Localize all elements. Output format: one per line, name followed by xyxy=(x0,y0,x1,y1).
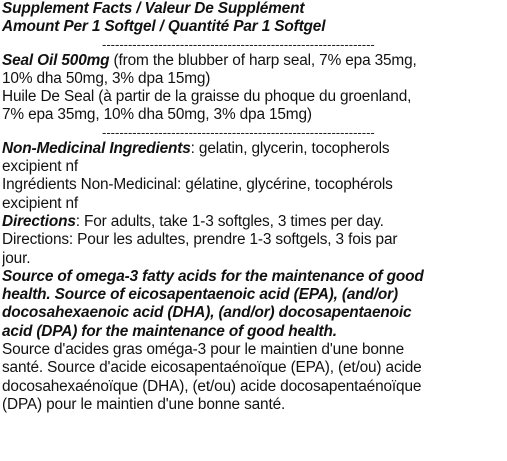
claim-fr-line-1: Source d'acides gras oméga-3 pour le maintien d'une bonne xyxy=(2,341,405,359)
seal-oil-fr-line-2: 7% epa 35mg, 10% dha 50mg, 3% dpa 15mg) xyxy=(2,106,312,124)
directions-line-1 xyxy=(2,213,505,231)
non-medicinal-line-2: excipient nf xyxy=(2,158,79,176)
non-medicinal-fr-line-2: excipient nf xyxy=(2,194,79,212)
seal-oil-text-1: (from the blubber of harp seal, 7% epa 35mg, xyxy=(109,51,417,69)
header-serving: Amount Per 1 Softgel / Quantité Par 1 Softgel xyxy=(2,18,326,36)
claim-fr-line-4: (DPA) pour le maintien d'une bonne santé. xyxy=(2,395,286,413)
supplement-facts-panel xyxy=(2,0,505,414)
claim-fr-line-3: docosahexaénoïque (DHA), (et/ou) acide docosapentaénoïque xyxy=(2,377,422,395)
claim-en-line-2: health. Source of eicosapentaenoic acid (EPA), (and/or) xyxy=(2,286,398,304)
separator-bottom: --------------------------------------------------------------- xyxy=(102,124,375,140)
claim-en-line-4: acid (DPA) for the maintenance of good health. xyxy=(2,322,337,340)
non-medicinal-fr-line-1: Ingrédients Non-Medicinal: gélatine, glycérine, tocophérols xyxy=(2,176,393,194)
non-medicinal-label: Non-Medicinal Ingredients xyxy=(2,139,191,157)
directions-label: Directions xyxy=(2,212,76,230)
directions-text-1: : For adults, take 1-3 softgles, 3 times per day. xyxy=(75,212,384,230)
seal-oil-fr-line-1: Huile De Seal (à partir de la graisse du phoque du groenland, xyxy=(2,88,412,106)
seal-oil-line-1 xyxy=(2,52,505,70)
seal-oil-label: Seal Oil 500mg xyxy=(2,51,110,69)
claim-en-line-3: docosahexaenoic acid (DHA), (and/or) docosapentaenoic xyxy=(2,304,412,322)
seal-oil-line-2: 10% dha 50mg, 3% dpa 15mg) xyxy=(2,69,211,87)
directions-fr-line-2: jour. xyxy=(2,249,31,267)
non-medicinal-line-1 xyxy=(2,140,505,158)
non-medicinal-text-1: : gelatin, glycerin, tocopherols xyxy=(190,139,390,157)
claim-fr-line-2: santé. Source d'acide eicosapentaénoïque (EPA), (et/ou) acide xyxy=(2,359,422,377)
directions-fr-line-1: Directions: Pour les adultes, prendre 1-3 softgels, 3 fois par xyxy=(2,231,398,249)
header-title: Supplement Facts / Valeur De Supplément xyxy=(2,0,305,17)
claim-en-line-1: Source of omega-3 fatty acids for the maintenance of good xyxy=(2,267,424,285)
separator-top: --------------------------------------------------------------- xyxy=(102,36,375,52)
